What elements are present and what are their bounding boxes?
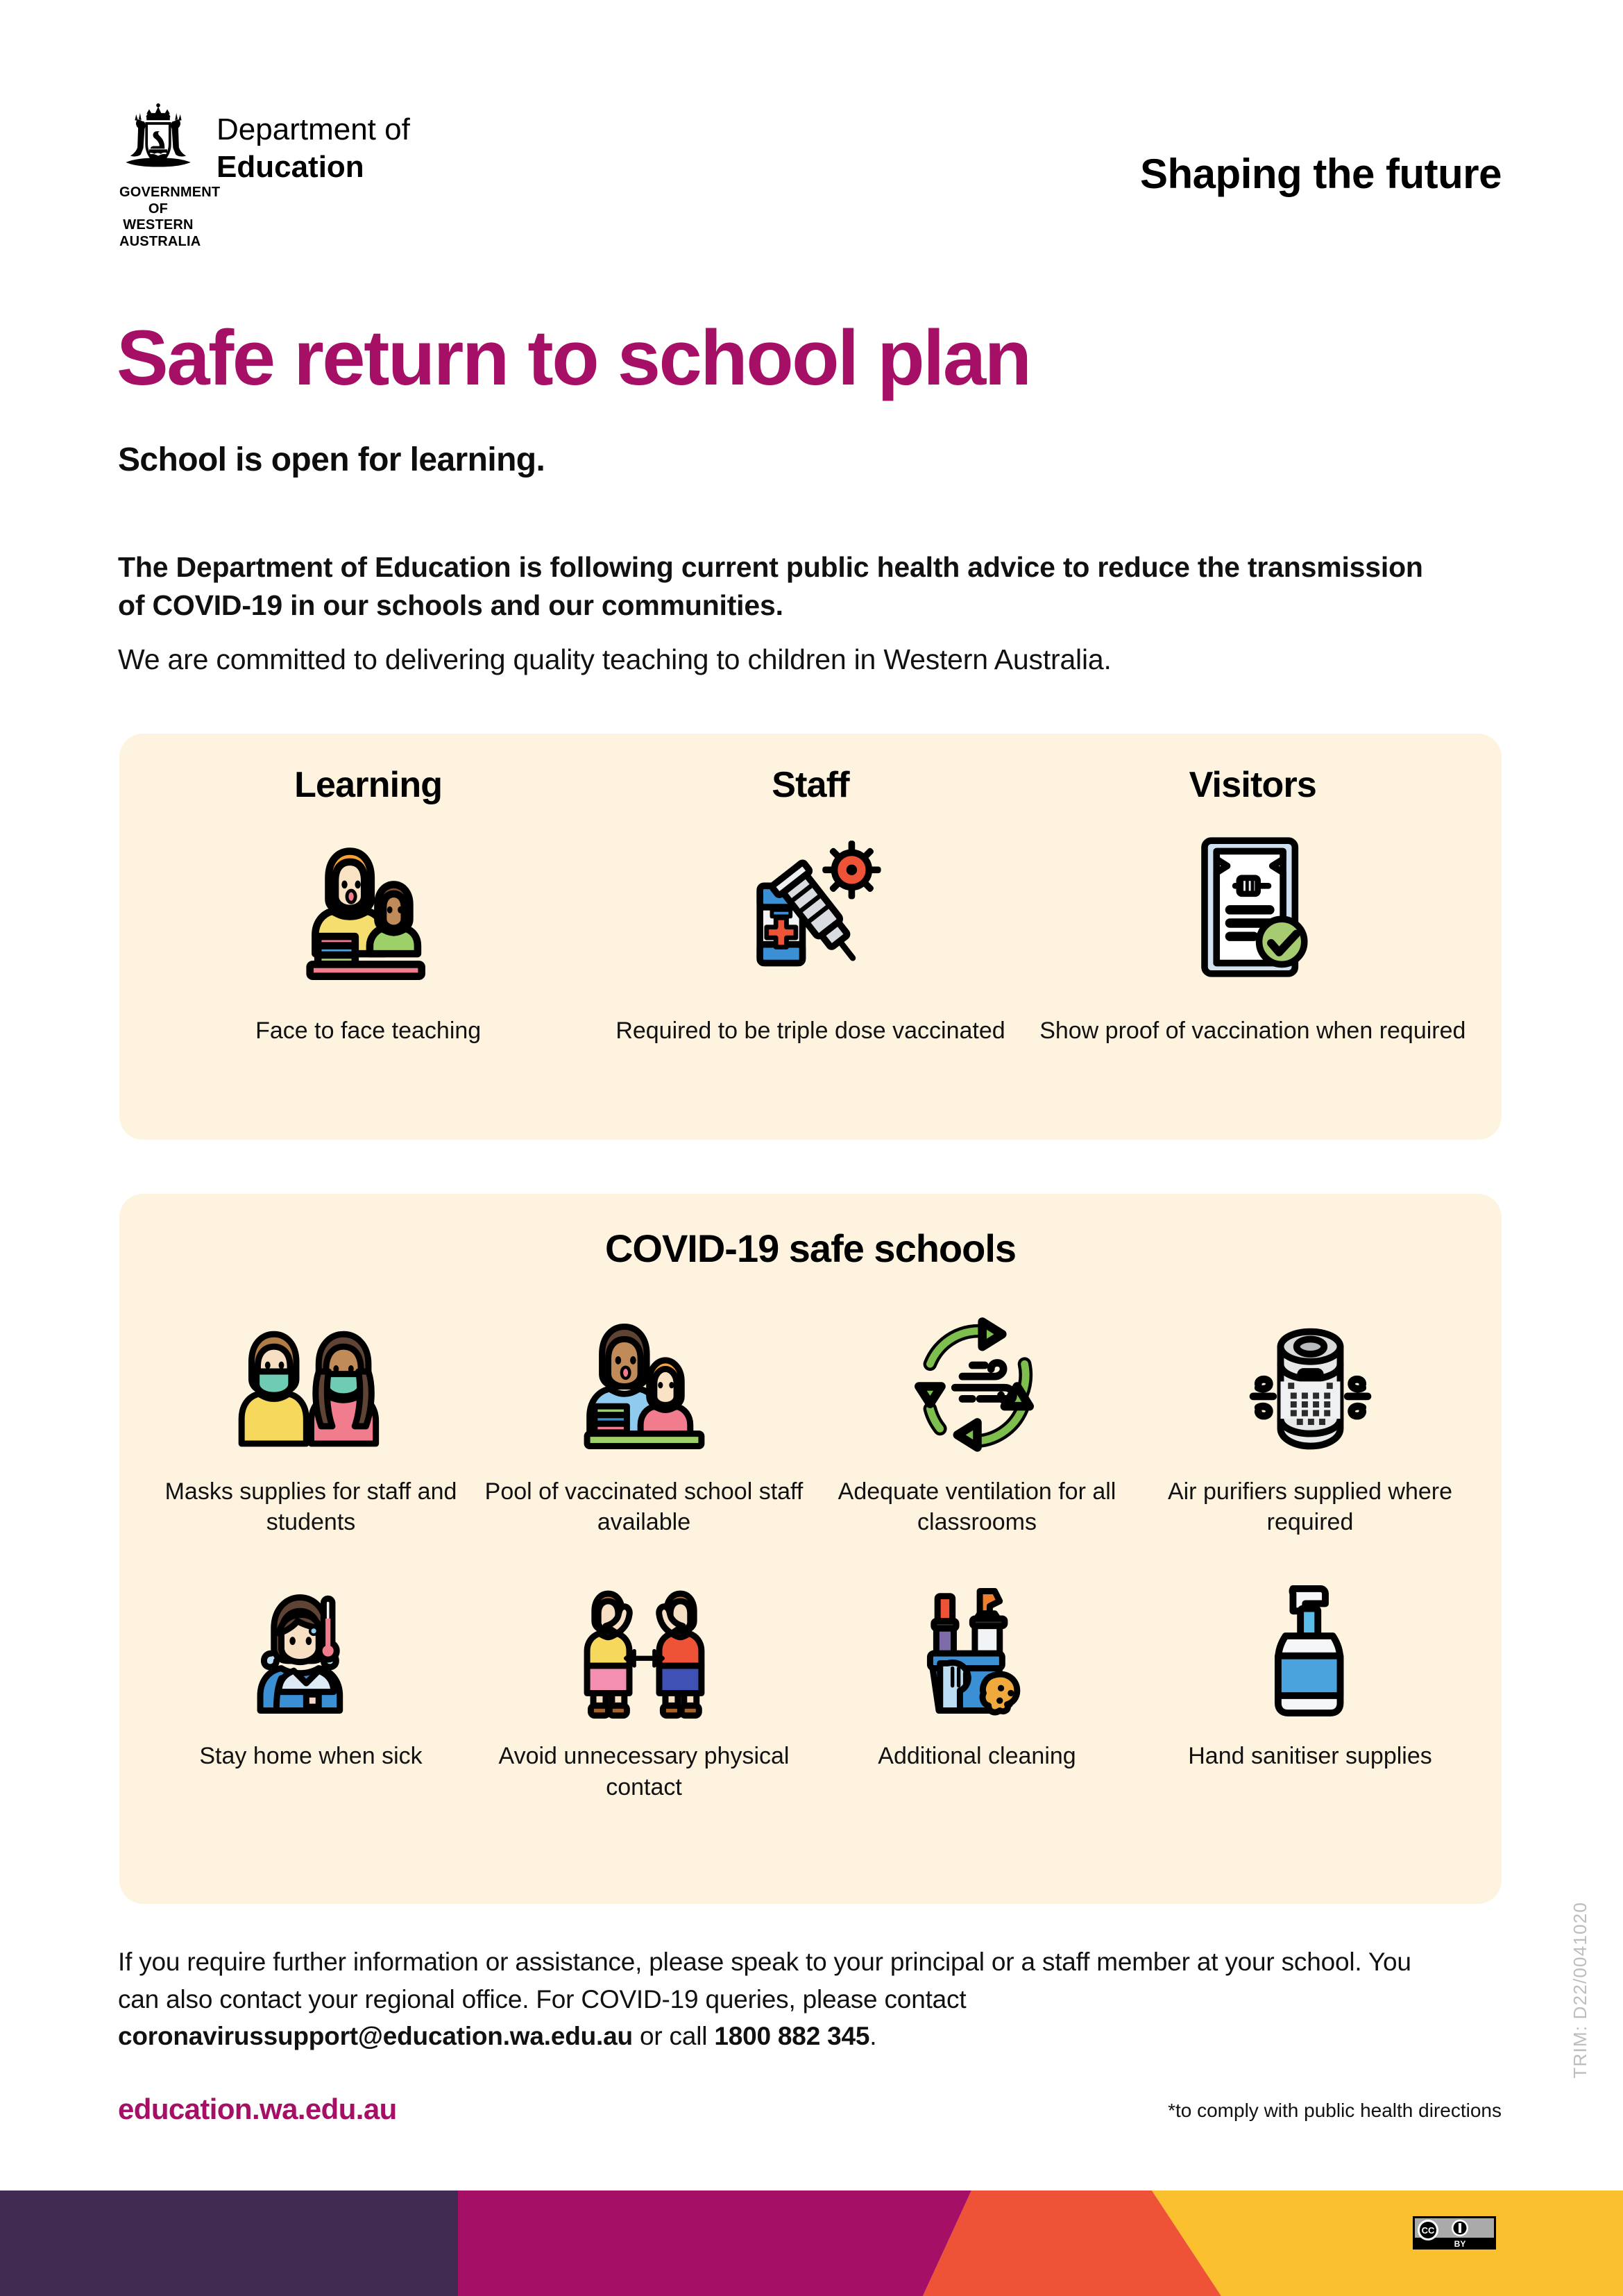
disclaimer-note: *to comply with public health directions — [1168, 2100, 1502, 2121]
footer-part3: . — [869, 2022, 877, 2051]
covid-measure-air-purifier — [1144, 1298, 1477, 1537]
page-title: Safe return to school plan — [117, 314, 1030, 401]
bar-segment-yellow — [1152, 2191, 1623, 2296]
footer-email: coronavirussupport@education.wa.edu.au — [118, 2022, 633, 2051]
teacher-student-desk-icon — [570, 1298, 719, 1461]
top-card — [119, 734, 1502, 1140]
top-card-item-visitors — [1034, 764, 1472, 1046]
hand-sanitiser-bottle-icon — [1236, 1562, 1385, 1725]
footer-contact-paragraph — [118, 1943, 1457, 2055]
covid-measure-cleaning — [810, 1562, 1144, 1802]
footer-part2: or call — [632, 2022, 715, 2051]
covid-measure-staff-pool — [477, 1298, 810, 1537]
sick-person-thermometer-icon — [237, 1562, 386, 1725]
covid-measure-masks — [144, 1298, 477, 1537]
page-subtitle: School is open for learning. — [118, 441, 545, 478]
covid-measure-caption: Additional cleaning — [878, 1743, 1076, 1770]
intro-lead: The Department of Education is following current public health advice to reduce the transmission of COVID-19 in our schools and our communities. — [118, 551, 1423, 621]
top-card-item-learning — [149, 764, 587, 1046]
wa-state-crest-icon — [119, 103, 221, 250]
covid-measure-ventilation — [810, 1298, 1144, 1537]
top-card-item-staff — [592, 764, 1030, 1046]
crest-caption-line2: WESTERN AUSTRALIA — [119, 217, 201, 249]
bar-segment-magenta — [458, 2191, 971, 2296]
svg-text:BY: BY — [1454, 2239, 1466, 2249]
footer-part1: If you require further information or assistance, please speak to your principal or a staff member at your school. You can also contact your regional office. For COVID-19 queries, please contact — [118, 1948, 1411, 2014]
intro-block — [118, 548, 1429, 679]
svg-text:CC: CC — [1421, 2225, 1435, 2236]
covid-measure-caption: Masks supplies for staff and students — [164, 1478, 457, 1536]
department-name — [216, 103, 410, 185]
covid-measures-grid — [144, 1298, 1477, 1803]
creative-commons-by-badge — [1413, 2216, 1496, 2249]
bottom-colour-bar — [0, 2191, 1623, 2296]
top-card-heading-visitors: Visitors — [1189, 765, 1317, 805]
bottom-card-heading: COVID-19 safe schools — [604, 1226, 1017, 1270]
bar-segment-purple — [0, 2191, 458, 2296]
top-card-caption-visitors: Show proof of vaccination when required — [1039, 1018, 1466, 1044]
air-circulation-icon — [903, 1298, 1052, 1461]
top-card-heading-staff: Staff — [772, 765, 849, 805]
teacher-and-student-icon — [289, 817, 448, 997]
website-url[interactable]: education.wa.edu.au — [118, 2093, 397, 2125]
vaccination-certificate-icon — [1173, 817, 1332, 997]
masked-people-icon — [237, 1298, 386, 1461]
tagline: Shaping the future — [1140, 151, 1502, 197]
covid-measure-stay-home — [144, 1562, 477, 1802]
top-card-caption-learning: Face to face teaching — [255, 1018, 482, 1044]
footer-phone: 1800 882 345 — [714, 2022, 870, 2051]
covid-measure-caption: Avoid unnecessary physical contact — [498, 1743, 790, 1800]
government-logo — [119, 103, 410, 250]
covid-measure-caption: Air purifiers supplied where required — [1167, 1478, 1453, 1536]
top-card-heading-learning: Learning — [294, 765, 443, 805]
cleaning-supplies-icon — [903, 1562, 1052, 1725]
physical-distancing-icon — [570, 1562, 719, 1725]
department-line-2: Education — [216, 149, 364, 184]
covid-measure-caption: Hand sanitiser supplies — [1188, 1743, 1432, 1770]
covid-measure-caption: Stay home when sick — [199, 1743, 423, 1770]
air-purifier-icon — [1236, 1298, 1385, 1461]
trim-reference: TRIM: D22/0041020 — [1570, 1902, 1590, 2079]
department-line-1: Department of — [216, 112, 410, 146]
covid-measure-distancing — [477, 1562, 810, 1802]
top-card-caption-staff: Required to be triple dose vaccinated — [615, 1018, 1005, 1044]
intro-second: We are committed to delivering quality teaching to children in Western Australia. — [118, 643, 1112, 676]
poster-header — [0, 0, 1623, 278]
crest-caption — [119, 185, 221, 250]
crest-caption-line1: GOVERNMENT OF — [119, 185, 221, 217]
covid-measure-sanitiser — [1144, 1562, 1477, 1802]
covid-measure-caption: Adequate ventilation for all classrooms — [838, 1478, 1116, 1536]
covid-measure-caption: Pool of vaccinated school staff available — [484, 1478, 804, 1536]
vaccine-syringe-icon — [731, 817, 890, 997]
bottom-card — [119, 1194, 1502, 1904]
